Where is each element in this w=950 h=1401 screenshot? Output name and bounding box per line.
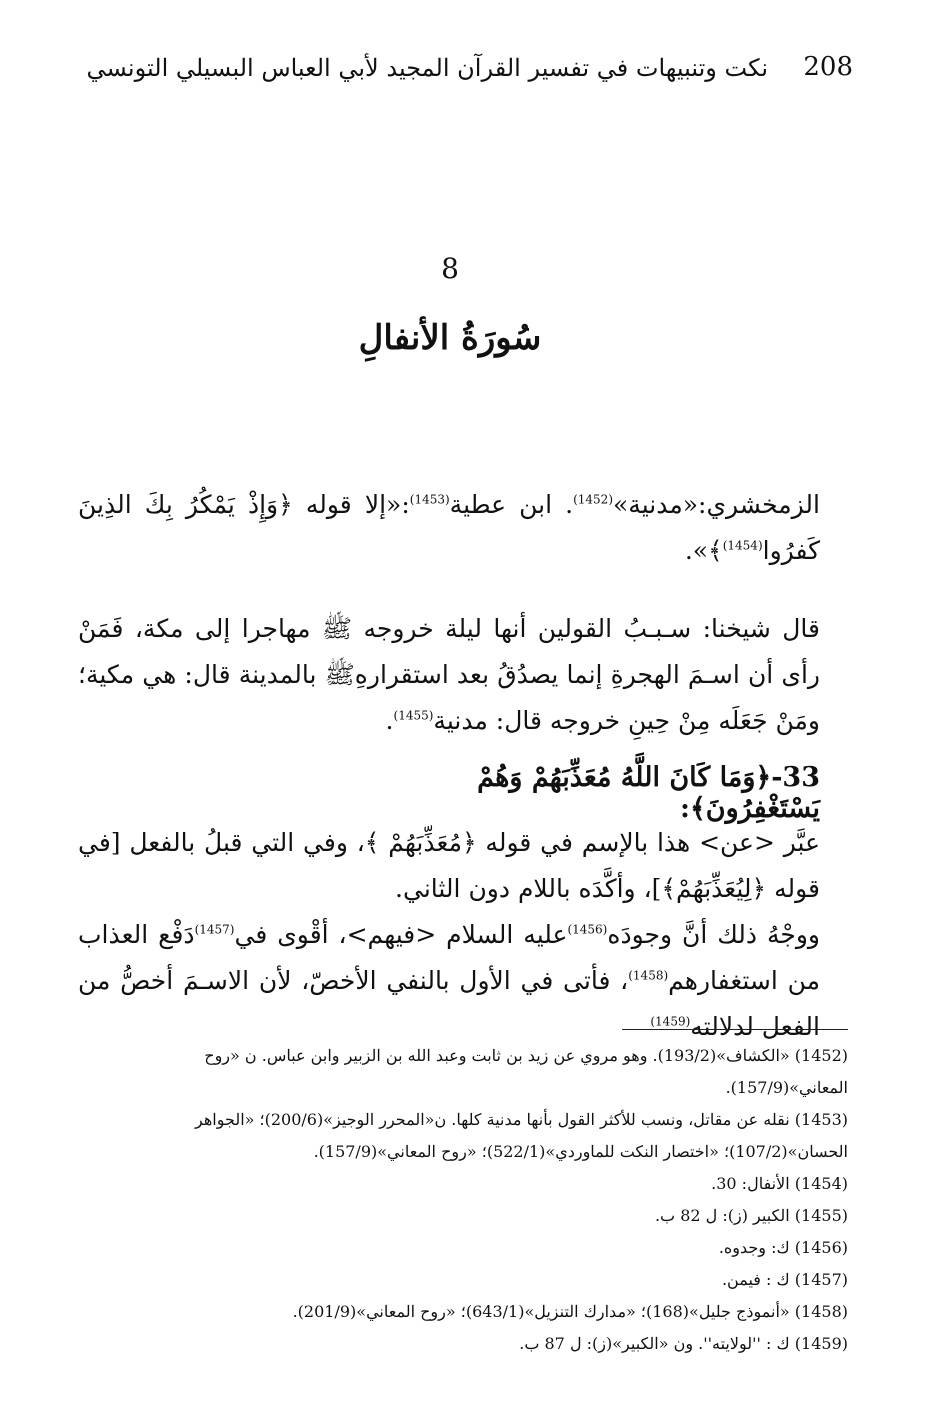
footnote-item: (1455) الكبير (ز): ل 82 ب.: [654, 1206, 848, 1225]
running-title: نكت وتنبيهات في تفسير القرآن المجيد لأبي العباس البسيلي التونسي: [86, 54, 768, 82]
footnotes: [78, 1040, 848, 1360]
paragraph-expression: عبَّر <عن> هذا بالإسم في قوله ﴿مُعَذِّبَهُمْ ﴾، وفي التي قبلُ بالفعل [في قوله ﴿لِيُعَذِّبَهُمْ﴾]، وأكَّدَه باللام دون الثاني.: [78, 828, 820, 903]
footnote-item: (1456) ك: وجدوه.: [718, 1238, 848, 1257]
footnote-item: (1457) ك : فيمن.: [721, 1270, 848, 1289]
verse-heading: 33-﴿وَمَا كَانَ اللَّهُ مُعَذِّبَهُمْ وَهُمْ يَسْتَغْفِرُونَ﴾:: [477, 762, 820, 824]
footnote-item: (1459) ك : ''لولايته''. ون «الكبير»(ز): ل 87 ب.: [519, 1334, 848, 1353]
footnote-ref: (1456): [567, 922, 608, 937]
paragraph-zamakhshari: الزمخشري:«مدنية»$^{(1452)}$. ابن عطية$^{(1453)}$:«إلا قوله ﴿وَإِذْ يَمْكُرُ بِكَ الذِينَ كَفرُوا$^{(1454)}$﴾».: [78, 490, 820, 565]
footnote-divider: [622, 1029, 848, 1030]
chapter-number: 8: [441, 252, 459, 285]
footnote-ref: (1452): [573, 492, 614, 507]
footnote-ref: (1457): [194, 922, 235, 937]
running-header: [60, 52, 853, 92]
page-number: 208: [803, 52, 853, 82]
footnote-ref: (1455): [393, 708, 434, 723]
paragraph-sheikh: قال شيخنا: سـبـبُ القولين أنها ليلة خروجه ﷺ مهاجرا إلى مكة، فَمَنْ رأى أن اسـمَ الهجرةِ إنما يصدُقُ بعد استقرارهِﷺ بالمدينة قال: هي مكية؛ ومَنْ جَعَلَه مِنْ حِينِ خروجه قال: مدنية$^{(1455)}$.: [78, 614, 820, 735]
footnote-item: (1454) الأنفال: 30.: [711, 1174, 848, 1193]
footnote-ref: (1458): [628, 968, 669, 983]
paragraph-reason: ووجْهُ ذلك أنَّ وجودَه$^{(1456)}$عليه السلام <فيهم>، أقْوى في$^{(1457)}$دَفْع العذاب من استغفارهم$^{(1458)}$، فأتى في الأول بالنفي الأخصّ، لأن الاسـمَ أخصُّ من الفعل لدلالته$^{(1459)}$: [78, 920, 820, 1041]
footnote-ref: (1453): [409, 492, 450, 507]
footnote-ref: (1454): [722, 538, 763, 553]
footnote-item: (1458) «أنموذج جليل»(168)؛ «مدارك التنزيل»(643/1)؛ «روح المعاني»(201/9).: [292, 1302, 848, 1321]
footnote-ref: (1459): [650, 1014, 691, 1029]
surah-title: سُورَةُ الأنفالِ: [358, 318, 542, 358]
footnote-item: (1453) نقله عن مقاتل، ونسب للأكثر القول بأنها مدنية كلها. ن«المحرر الوجيز»(200/6)؛ «الجواهر الحسان»(107/2)؛ «اختصار النكت للماوردي»(522/1)؛ «روح المعاني»(157/9).: [195, 1110, 848, 1161]
footnote-item: (1452) «الكشاف»(193/2). وهو مروي عن زيد بن ثابت وعبد الله بن الزبير وابن عباس. ن «روح المعاني»(157/9).: [204, 1046, 848, 1097]
